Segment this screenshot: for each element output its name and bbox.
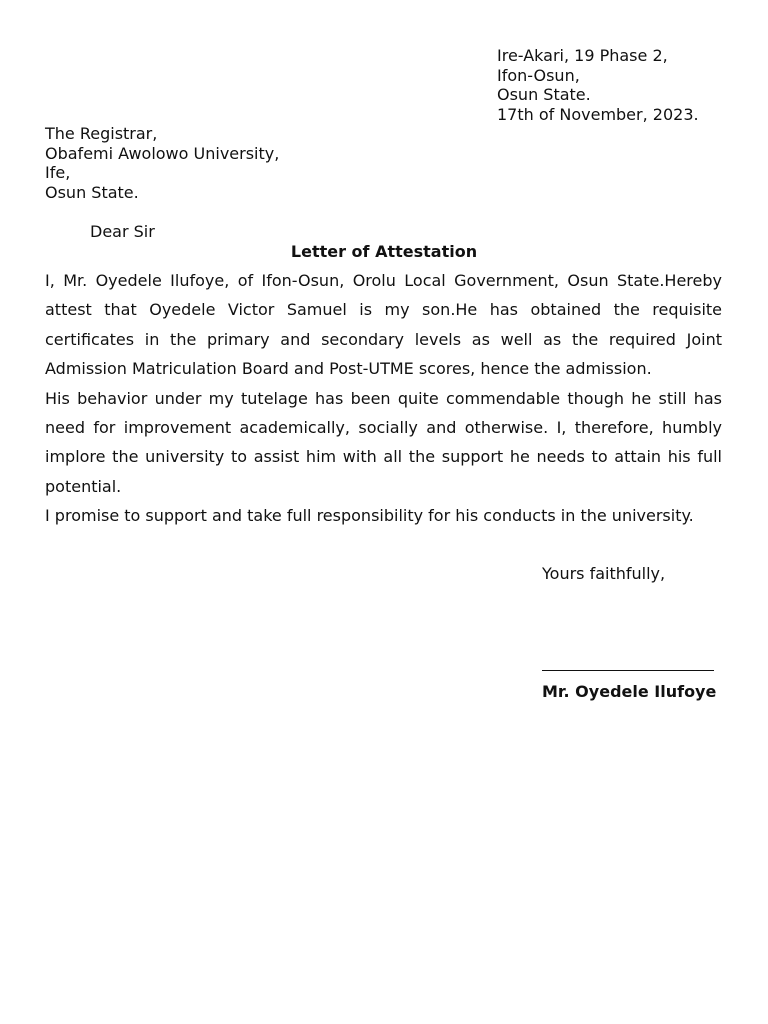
recipient-address-line-3: Ife, xyxy=(45,163,71,182)
recipient-address-line-1: The Registrar, xyxy=(45,124,158,143)
salutation: Dear Sir xyxy=(90,222,155,241)
body-paragraph-1: I, Mr. Oyedele Ilufoye, of Ifon-Osun, Orolu Local Government, Osun State.Hereby attest that Oyedele Victor Samuel is my son.He has obtained the requisite certificates in the primary and secondary levels as well as the required Joint Admission Matriculation Board and Post-UTME scores, hence the admission. xyxy=(45,271,722,379)
sender-address xyxy=(497,46,699,124)
letter-date: 17th of November, 2023. xyxy=(497,104,699,124)
sender-address-line-2: Ifon-Osun, xyxy=(497,65,580,85)
signature-line xyxy=(542,670,714,671)
recipient-address xyxy=(45,124,279,202)
letter-title: Letter of Attestation xyxy=(290,242,478,261)
recipient-address-line-2: Obafemi Awolowo University, xyxy=(45,143,280,163)
body-paragraph-2: His behavior under my tutelage has been quite commendable though he still has need for improvement academically, socially and otherwise. I, therefore, humbly implore the university to assist him with all the support he needs to attain his full potential. xyxy=(45,388,722,496)
recipient-address-line-4: Osun State. xyxy=(45,182,139,202)
sender-address-line-1: Ire-Akari, 19 Phase 2, xyxy=(497,46,668,65)
signatory-name: Mr. Oyedele Ilufoye xyxy=(542,682,717,701)
sender-address-line-3: Osun State. xyxy=(497,85,591,104)
closing: Yours faithfully, xyxy=(542,564,666,583)
letter-body xyxy=(45,266,722,531)
body-paragraph-3: I promise to support and take full responsibility for his conducts in the university. xyxy=(45,506,694,526)
